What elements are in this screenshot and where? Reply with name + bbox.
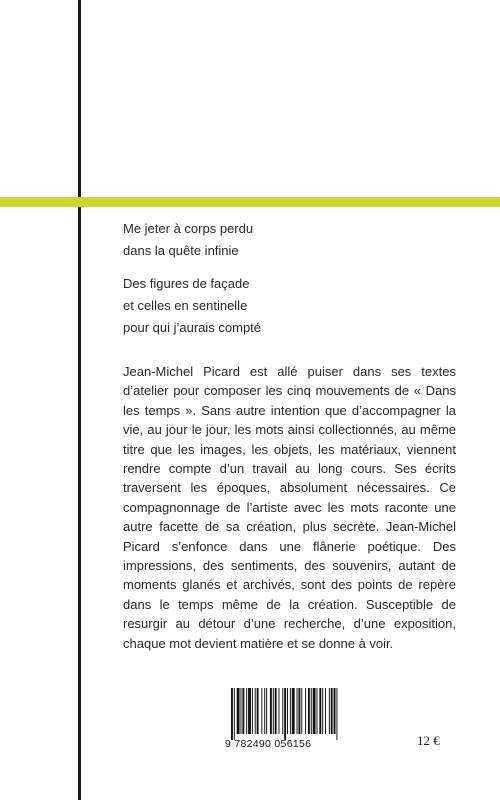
- barcode-bar: [264, 688, 265, 734]
- accent-band: [0, 197, 500, 207]
- barcode-bar: [273, 688, 274, 734]
- barcode-bar: [241, 688, 242, 734]
- isbn-barcode: [221, 688, 381, 758]
- barcode-bar: [282, 688, 283, 734]
- barcode-bar: [237, 688, 240, 734]
- barcode-bar: [261, 688, 262, 734]
- barcode-bar: [246, 688, 247, 734]
- poem-line: Des figures de façade: [123, 276, 250, 291]
- barcode-digits: 9 782490 056156: [225, 738, 312, 750]
- barcode-bar: [290, 688, 291, 734]
- poem-stanza-2: [123, 273, 383, 339]
- barcode-bar: [329, 688, 330, 734]
- barcode-bar: [317, 688, 318, 734]
- barcode-bar: [279, 688, 280, 734]
- barcode-bar: [287, 688, 288, 734]
- barcode-bar: [257, 688, 259, 734]
- barcode-bar: [334, 688, 336, 734]
- barcode-bar: [284, 688, 286, 740]
- barcode-bar: [255, 688, 256, 734]
- barcode-bar: [308, 688, 310, 734]
- vertical-rule: [78, 0, 81, 800]
- barcode-bars: [221, 688, 381, 740]
- barcode-bar: [311, 688, 312, 734]
- barcode-bar: [252, 688, 253, 734]
- barcode-bar: [292, 688, 295, 734]
- barcode-bar: [331, 688, 333, 734]
- barcode-bar: [322, 688, 323, 734]
- poem-line: pour qui j’aurais compté: [123, 320, 262, 335]
- poem-line: et celles en sentinelle: [123, 298, 248, 313]
- price: 12 €: [417, 733, 440, 748]
- barcode-bar: [297, 688, 298, 734]
- poem-stanza-1: [123, 218, 383, 262]
- barcode-bar: [313, 688, 316, 734]
- barcode-bar: [231, 688, 233, 740]
- poem-line: Me jeter à corps perdu: [123, 221, 254, 236]
- barcode-bar: [234, 688, 235, 740]
- barcode-bar: [248, 688, 251, 734]
- barcode-bar: [298, 688, 300, 734]
- barcode-bar: [336, 688, 337, 740]
- barcode-bar: [275, 688, 277, 734]
- back-cover-blurb: Jean-Michel Picard est allé puiser dans ses textes d’atelier pour composer les cinq mouvements de « Dans les temps ». Sans autre intention que d’accompagner la vie, au jour le jour, les mots ainsi collectionnés, au même titre que les images, les objets, les matériaux, viennent rendre compte d’un travail au long cours. Ses écrits traversent les époques, absolument nécessaires. Ce compagnonnage de l’artiste avec les mots raconte une autre facette de sa création, plus secrète. Jean-Michel Picard s’enfonce dans une flânerie poétique. Des impressions, des sentiments, des souvenirs, autant de moments glanés et archivés, sont des points de repère dans le temps même de la création. Susceptible de resurgir au détour d’une recherche, d’une exposition, chaque mot devient matière et se donne à voir.: [123, 364, 456, 651]
- barcode-bar: [305, 688, 306, 734]
- barcode-bar: [242, 688, 244, 734]
- poem-line: dans la quête infinie: [123, 243, 239, 258]
- barcode-bar: [319, 688, 321, 734]
- barcode-bar: [270, 688, 272, 734]
- barcode-bar: [266, 688, 267, 734]
- barcode-bar: [325, 688, 326, 734]
- barcode-bar: [301, 688, 302, 734]
